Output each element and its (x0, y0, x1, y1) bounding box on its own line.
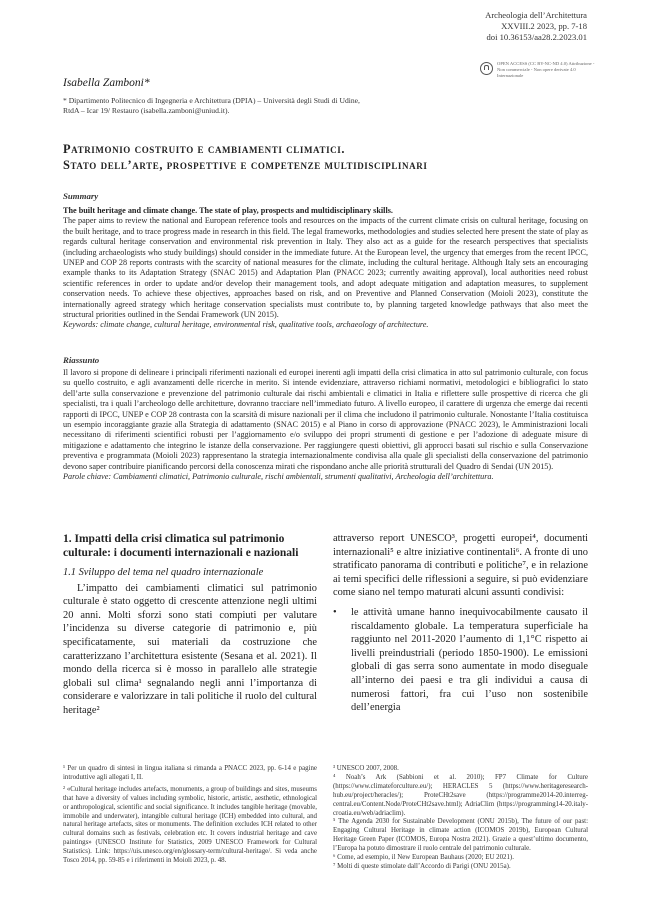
section-heading: 1. Impatti della crisi climatica sul patrimonio culturale: i documenti internazionali e nazionali (63, 533, 299, 559)
riassunto-heading: Riassunto (63, 355, 100, 365)
footnote-5: ⁵ The Agenda 2030 for Sustainable Development (ONU 2015b), The future of our past: Engaging Cultural Heritage in climate action (ICOMOS 2019b), European Cultural Heritage Green Paper (ICOMOS, Europa Nostra 2021). Grazie a quest’ultimo documento, l’Europa ha potuto dimostrare il ruolo centrale del patrimonio culturale. (333, 818, 588, 853)
open-access-text: OPEN ACCESS (CC BY-NC-ND 4.0) Attribuzione - Non commerciale - Non opere derivate 4.0 Internazionale (497, 61, 595, 78)
title-line-2: Stato dell’arte, prospettive e competenze multidisciplinari (63, 158, 428, 172)
journal-doi: doi 10.36153/aa28.2.2023.01 (486, 32, 587, 42)
author-affiliation: * Dipartimento Politecnico di Ingegneria e Architettura (DPIA) – Università degli Studi di Udine, RtdA – Icar 19/ Restauro (isabella.zamboni@uniud.it). (63, 96, 360, 115)
article-title (63, 141, 603, 173)
footnotes-left (63, 765, 317, 866)
journal-name: Archeologia dell’Architettura (485, 10, 587, 20)
open-access-lock-icon (480, 62, 493, 75)
footnote-1: ¹ Per un quadro di sintesi in lingua italiana si rimanda a PNACC 2023, pp. 6-14 e pagine introduttive agli allegati I, II. (63, 765, 317, 781)
riassunto-body: Il lavoro si propone di delineare i principali riferimenti nazionali ed europei inerenti agli impatti della crisi climatica in atto sul patrimonio culturale, con focus su quello costruito, e agli avanzamenti delle ricerche in merito. Si intende evidenziare, attraverso richiami normativi, metodologici e bibliografici lo stato dell’arte sulla conservazione e prevenzione del patrimonio culturale dai rischi ambientali e climatici in Italia e riflettere sulle prospettive di ricerca che gli specialisti, tra i quali l’archeologo delle architetture, dovranno tracciare nell’immediato futuro. A livello europeo, il carattere di urgenza che emerge dai recenti rapporti di IPCC, UNEP e COP 28 contrasta con la scarsità di misure nazionali per il clima che includono il patrimonio culturale. Nonostante l’Italia costituisca un esempio incoraggiante grazie alla Strategia di adattamento (SNAC 2015) e al Piano in corso di approvazione (PNACC 2023), le Amministrazioni locali necessitano di riferimenti scientifici robusti per l’aggiornamento e/o sviluppo dei propri strumenti di gestione e per l’adozione di adeguate misure di mitigazione e adattamento che integrino le istanze della conservazione. Per raggiungere questi obiettivi, gli approcci basati sul rischio e sulla Conservazione preventiva e programmata (Moioli 2023) rappresentano la strategia internazionalmente condivisa alla quale gli specialisti della conservazione del patrimonio devono saper contribuire pianificando percorsi della conoscenza mirati che rispondano anche alle priorità strutturali del Quadro di Sendai (UN 2015). (63, 368, 588, 471)
footnote-4: ⁴ Noah’s Ark (Sabbioni et al. 2010); FP7 Climate for Culture (https://www.climateforculture.eu/); HERACLES 5 (https://www.heritageresearch-hub.eu/project/heracles/); ProteCHt2save (https://programme2014-20.interreg-central.eu/Content.Node/ProteCHt2save.html); AdriaClim (https://programming14-20.italy-croatia.eu/web/adriaclim). (333, 773, 588, 817)
list-item: • le attività umane hanno inequivocabilmente causato il riscaldamento globale. La temperatura superficiale ha raggiunto nel 2011-2020 l’aumento di 1,1°C rispetto ai livelli preindustriali (periodo 1850-1900). Le emissioni globali di gas serra sono aumentate in modo diseguale all’interno dei paesi e tra gli individui a causa di numerosi fattori, fra cui l’uso non sostenibile dell’energia (333, 606, 588, 715)
footnote-2: ² «Cultural heritage includes artefacts, monuments, a group of buildings and sites, museums that have a diversity of values including symbolic, historic, artistic, aesthetic, ethnological or anthropological, scientific and social significance. It includes tangible heritage (movable, immobile and underwater), intangible cultural heritage (ICH) embedded into cultural, and natural heritage artefacts, sites or monuments. The definition excludes ICH related to other cultural domains such as festivals, celebration etc. It covers industrial heritage and cave paintings» (UNESCO Institute for Statistics, 2009 UNESCO Framework for Cultural Statistics). Link: https://uis.unesco.org/en/glossary-term/cultural-heritage/. Si veda anche Tosco 2014, pp. 59-85 e i riferimenti in Moioli 2023, p. 48. (63, 785, 317, 865)
journal-info (387, 10, 587, 43)
title-line-1: Patrimonio costruito e cambiamenti climatici. (63, 142, 346, 156)
summary-section (63, 206, 588, 331)
summary-body: The paper aims to review the national and European reference tools and resources on the impacts of the current climate crisis on cultural heritage, focusing on the built heritage, and to trace progress made in research in this field. The legal frameworks, methodologies and studies selected here present the state of play as regards cultural heritage conservation and environmental risk prevention in Italy. They also act as a guide for the research perspectives that specialists (including archaeologists who study buildings) should consider in the immediate future. At the European level, the urgency that emerges from the recent IPCC, UNEP and COP 28 reports contrasts with the scarcity of national measures for the climate, including the cultural heritage. Although Italy sets an encouraging example thanks to its Adaptation Strategy (SNAC 2015) and Adaptation Plan (PNACC 2023; currently awaiting approval), local authorities need robust scientific references in order to update and/or develop their management tools, and adopt adequate mitigation and adaptation measures, to supplement conservation needs. To achieve these objectives, approaches based on risk, and on Preventive and Planned Conservation (Moioli 2023), constitute the internationally agreed strategy which heritage conservation specialists must contribute to, by planning targeted knowledge pathways that also meet the structural priorities outlined in the Sendai Framework (UN 2015). (63, 216, 588, 320)
author-name: Isabella Zamboni* (63, 77, 150, 89)
footnotes-right (333, 765, 588, 872)
summary-heading: Summary (63, 191, 99, 201)
footnote-6: ⁶ Come, ad esempio, il New European Bauhaus (2020; EU 2021). (333, 854, 514, 862)
footnote-3: ³ UNESCO 2007, 2008. (333, 765, 399, 772)
riassunto-keywords: Parole chiave: Cambiamenti climatici, Patrimonio culturale, rischi ambientali, strumenti qualitativi, Archeologia dell’architettura. (63, 472, 494, 482)
journal-volume: XXVIII.2 2023, pp. 7-18 (501, 21, 587, 31)
left-column-body: L’impatto dei cambiamenti climatici sul patrimonio culturale è stato oggetto di crescente attenzione negli ultimi 20 anni. Molti sforzi sono stati compiuti per valutare l’incidenza su diverse categorie di patrimonio e, più specificatamente, sui materiali da costruzione che caratterizzano l’architettura esistente (Sesana et al. 2021). Il mondo della ricerca si è mosso in parallelo alle strategie globali sul clima¹ segnalando negli anni l’importanza di considerare e valorizzare in tali politiche il ruolo del cultural heritage² (63, 582, 317, 716)
left-column (63, 532, 317, 718)
subsection-heading: 1.1 Sviluppo del tema nel quadro internazionale (63, 567, 264, 578)
footnote-7: ⁷ Molti di queste stimolate dall’Accordo di Parigi (ONU 2015a). (333, 862, 511, 870)
right-column-body: attraverso report UNESCO³, progetti europei⁴, documenti internazionali⁵ e altre iniziative continentali⁶. A fronte di uno stratificato panorama di contributi e politiche⁷, e in relazione ai temi specifici delle riflessioni a seguire, si può evidenziare come siano nel tempo maturati alcuni assunti condivisi: (333, 533, 588, 599)
right-column (333, 532, 588, 715)
summary-keywords: Keywords: climate change, cultural heritage, environmental risk, qualitative tools, archaeology of architecture. (63, 320, 429, 330)
riassunto-section (63, 368, 588, 482)
summary-subtitle: The built heritage and climate change. The state of play, prospects and multidisciplinary skills. (63, 206, 393, 215)
open-access-badge (480, 61, 600, 79)
